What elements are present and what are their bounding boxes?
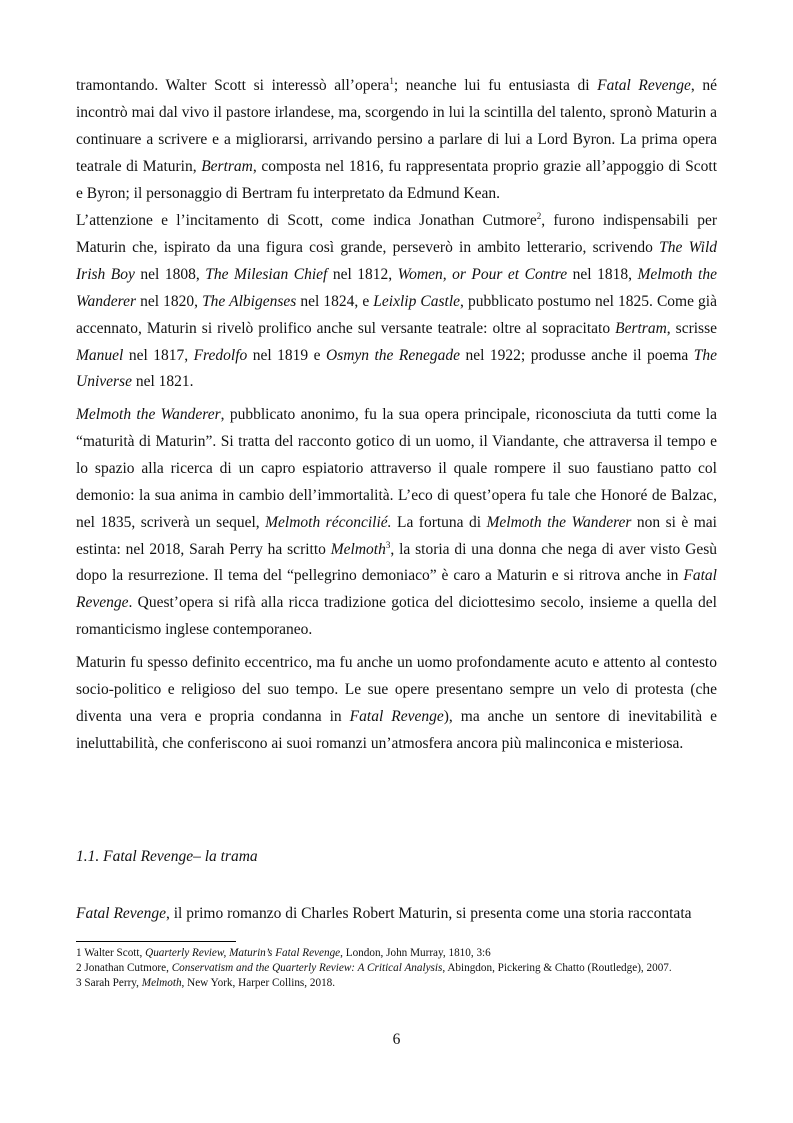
italic-title: Fatal Revenge <box>76 905 166 922</box>
footnote-ref: 2 <box>536 211 542 221</box>
body-paragraph-3: Melmoth the Wanderer, pubblicato anonimo, fu la sua opera principale, riconosciuta da tutti come la “maturità di Maturin”. Si tratta del racconto gotico di un uomo, il Viandante, che attraversa il tempo e lo spazio alla ricerca di un capro espiatorio attraverso il quale rompere il suo faustiano patto col demonio: la sua anima in cambio dell’immortalità. L’eco di quest’opera fu tale che Honoré de Balzac, nel 1835, scriverà un sequel, Melmoth réconcilié. La fortuna di Melmoth the Wanderer non si è mai estinta: nel 2018, Sarah Perry ha scritto Melmoth$^3$, la storia di una donna che nega di aver visto Gesù dopo la resurrezione. Il tema del “pellegrino demoniaco” è caro a Maturin e si ritrova anche in Fatal Revenge. Quest’opera si rifà alla ricca tradizione gotica del diciottesimo secolo, insieme a quella del romanticismo inglese contemporaneo. <box>76 406 717 639</box>
italic-title: Melmoth the Wanderer <box>486 513 632 531</box>
italic-title: The Universe <box>76 346 718 391</box>
italic-title: Conservatism and the Quarterly Review: A Critical Analysis <box>171 962 443 974</box>
italic-title: Melmoth the Wanderer <box>76 406 221 423</box>
italic-title: Melmoth <box>141 977 182 989</box>
body-paragraph-1: tramontando. Walter Scott si interessò all’opera$^1$; neanche lui fu entusiasta di Fatal Revenge, né incontrò mai dal vivo il pastore irlandese, ma, scorgendo in lui la scintilla del talento, spronò Maturin a continuare a scrivere e a migliorarsi, arrivando persino a parlare di lui a Lord Byron. La prima opera teatrale di Maturin, Bertram, composta nel 1816, fu rappresentata proprio grazie all’appoggio di Scott e Byron; il personaggio di Bertram fu interpretato da Edmund Kean. <box>76 76 718 202</box>
footnote-ref: 3 <box>385 539 391 550</box>
footnote-3: 3 Sarah Perry, Melmoth, New York, Harper Collins, 2018. <box>76 977 336 989</box>
footnote-separator <box>76 941 236 942</box>
italic-title: Osmyn the Renegade <box>325 346 461 364</box>
italic-title: Manuel <box>76 346 124 364</box>
section-heading: 1.1. Fatal Revenge– la trama <box>76 848 258 865</box>
italic-title: The Milesian Chief <box>205 265 328 283</box>
italic-title: Melmoth the Wanderer <box>76 265 717 310</box>
intro-paragraph: Fatal Revenge, il primo romanzo di Charles Robert Maturin, si presenta come una storia raccontata <box>76 905 692 922</box>
italic-title: The Wild Irish Boy <box>76 238 717 283</box>
italic-title: Bertram <box>615 319 667 337</box>
italic-title: Leixlip Castle <box>373 292 461 310</box>
body-paragraph-2: L’attenzione e l’incitamento di Scott, come indica Jonathan Cutmore$^2$, furono indispensabili per Maturin che, ispirato da una figura così grande, perseverò in ambito letterario, scrivendo The Wild Irish Boy nel 1808, The Milesian Chief nel 1812, Women, or Pour et Contre nel 1818, Melmoth the Wanderer nel 1820, The Albigenses nel 1824, e Leixlip Castle, pubblicato postumo nel 1825. Come già accennato, Maturin si rivelò prolifico anche sul versante teatrale: oltre al sopracitato Bertram, scrisse Manuel nel 1817, Fredolfo nel 1819 e Osmyn the Renegade nel 1922; produsse anche il poema The Universe nel 1821. <box>76 211 718 391</box>
italic-title: Melmoth <box>330 540 386 558</box>
body-paragraph-4: Maturin fu spesso definito eccentrico, ma fu anche un uomo profondamente acuto e attento al contesto socio-politico e religioso del suo tempo. Le sue opere presentano sempre un velo di protesta (che diventa una vera e propria condanna in Fatal Revenge), ma anche un sentore di inevitabilità e ineluttabilità, che conferiscono ai suoi romanzi un’atmosfera ancora più malinconica e misteriosa. <box>76 654 717 752</box>
italic-title: Women, or Pour et Contre <box>397 265 568 283</box>
footnote-2: 2 Jonathan Cutmore, Conservatism and the Quarterly Review: A Critical Analysis, Abingdon, Pickering & Chatto (Routledge), 2007. <box>76 962 672 974</box>
italic-title: The Albigenses <box>202 292 297 310</box>
italic-title: Fatal Revenge <box>597 77 691 94</box>
italic-title: Melmoth réconcilié. <box>265 513 392 531</box>
italic-title: Quarterly Review, Maturin’s Fatal Revenge <box>145 947 341 959</box>
footnote-1: 1 Walter Scott, Quarterly Review, Maturin’s Fatal Revenge, London, John Murray, 1810, 3:6 <box>76 947 491 959</box>
footnote-ref: 1 <box>389 76 394 86</box>
footnotes <box>76 946 717 991</box>
italic-title: Fredolfo <box>193 346 248 364</box>
italic-title: Fatal Revenge <box>349 707 444 725</box>
page-number: 6 <box>392 1031 401 1048</box>
italic-title: Bertram <box>201 157 253 175</box>
italic-title: Fatal Revenge <box>76 567 717 612</box>
